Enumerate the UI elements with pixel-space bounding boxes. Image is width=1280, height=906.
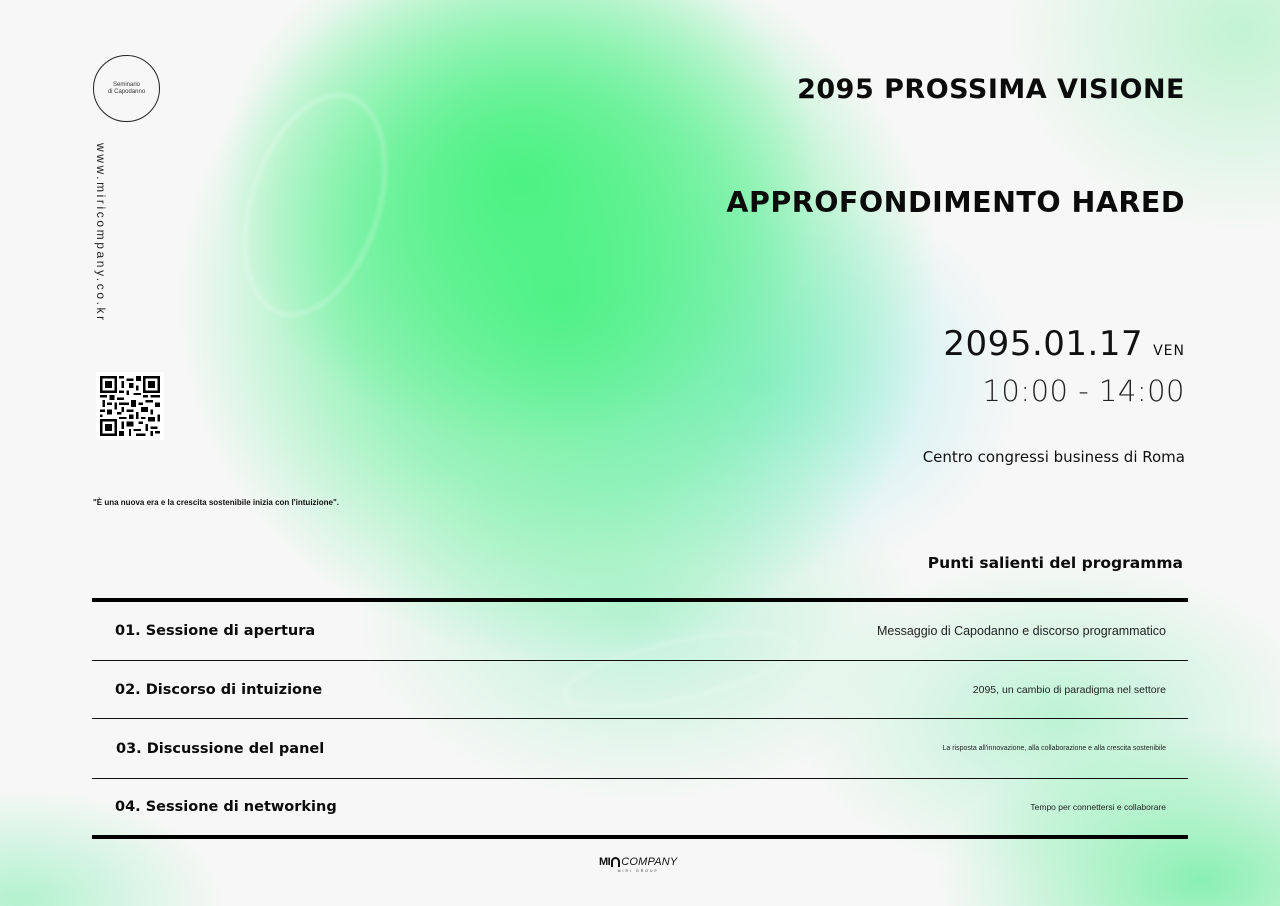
logo-arch-icon: [611, 857, 620, 867]
qr-code-icon: [100, 376, 160, 436]
company-logo: [599, 856, 677, 873]
program-row: [92, 779, 1188, 835]
badge-line-1: Seminario: [112, 81, 140, 88]
logo-subtitle: MIRI GROUP: [617, 869, 659, 873]
program-row: [92, 602, 1188, 661]
program-title: Punti salienti del programma: [927, 554, 1183, 572]
light-streak: [218, 76, 413, 335]
session-description: La risposta all'innovazione, alla collaborazione e alla crescita sostenibile: [942, 745, 1166, 752]
logo-wordmark: [599, 856, 677, 868]
event-venue: Centro congressi business di Roma: [922, 448, 1185, 466]
session-name: 03. Discussione del panel: [116, 740, 325, 757]
session-description: Messaggio di Capodanno e discorso programmatico: [876, 624, 1166, 638]
session-name: 01. Sessione di apertura: [115, 623, 316, 639]
program-row: [92, 661, 1188, 719]
event-date: [943, 324, 1185, 364]
badge-line-2: di Capodanno: [107, 88, 146, 95]
date-value: 2095.01.17: [943, 324, 1144, 364]
event-badge: [93, 55, 160, 122]
event-title: 2095 PROSSIMA VISIONE: [797, 74, 1185, 105]
website-link[interactable]: www.miricompany.co.kr: [94, 143, 108, 323]
day-of-week: VEN: [1153, 343, 1185, 359]
event-subtitle: APPROFONDIMENTO HARED: [726, 186, 1185, 219]
session-name: 04. Sessione di networking: [115, 799, 337, 815]
session-description: 2095, un cambio di paradigma nel settore: [972, 683, 1166, 696]
session-description: Tempo per connettersi e collaborare: [1030, 802, 1166, 812]
program-row: [92, 719, 1188, 779]
logo-word: COMPANY: [621, 856, 678, 868]
qr-code[interactable]: [96, 372, 164, 440]
tagline-quote: "È una nuova era e la crescita sostenibile inizia con l'intuizione".: [93, 498, 339, 507]
program-table: [92, 598, 1188, 839]
event-time: 10:00 - 14:00: [982, 374, 1185, 408]
session-name: 02. Discorso di intuizione: [115, 681, 323, 698]
logo-prefix: MI: [599, 856, 611, 868]
